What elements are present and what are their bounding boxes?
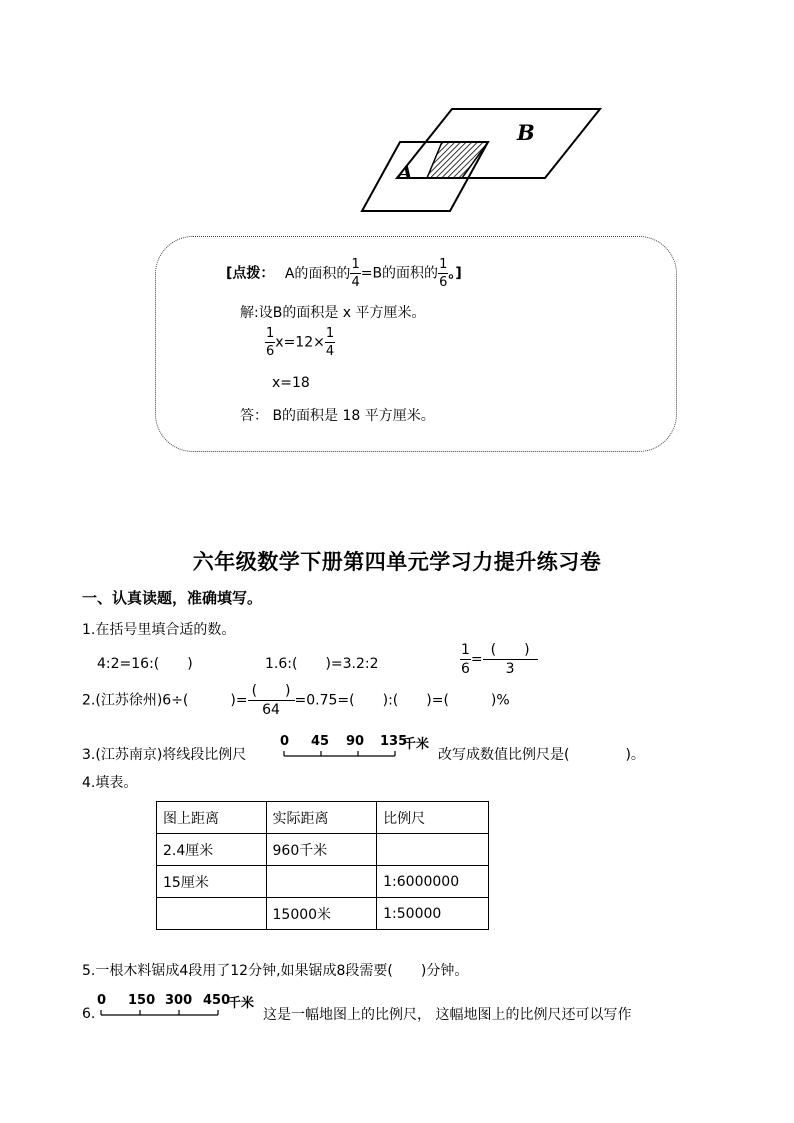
q6-suffix: 这是一幅地图上的比例尺， 这幅地图上的比例尺还可以写作 <box>263 1007 632 1023</box>
q6-number: 6. <box>82 1006 96 1022</box>
scale-unit: 千米 <box>403 737 430 752</box>
page-title: 六年级数学下册第四单元学习力提升练习卷 <box>192 550 602 574</box>
table-cell <box>157 898 267 930</box>
table-row <box>157 866 489 898</box>
q1-a: 4:2=16:( ) <box>97 656 193 672</box>
hint-answer: 答： B的面积是 18 平方厘米。 <box>240 408 435 424</box>
table-cell: 960千米 <box>266 834 377 866</box>
table-cell: 15000米 <box>266 898 377 930</box>
q3-scale-bar <box>280 734 433 760</box>
q2: 2.(江苏徐州)6÷( )= $\frac{( )}{64}$ =0.75=( ):( )=( )% <box>82 683 510 718</box>
q3-prefix: 3.(江苏南京)将线段比例尺 <box>82 747 247 763</box>
parallelogram-figure <box>355 100 610 220</box>
table-header: 图上距离 <box>157 802 267 834</box>
hint-equation: $\frac{1}{6}$ x=12× $\frac{1}{4}$ <box>266 326 335 359</box>
scale-tick-label: 0 <box>97 993 107 1008</box>
parallelogram-b <box>397 109 600 178</box>
scale-tick-label: 135 <box>380 734 408 749</box>
scale-tick-label: 450 <box>203 993 231 1008</box>
scale-tick-label: 150 <box>128 993 156 1008</box>
table-cell <box>377 834 489 866</box>
table-header-row <box>157 802 489 834</box>
fraction-one-sixth: $\frac{1}{6}$ <box>439 257 448 290</box>
hint-result: x=18 <box>272 375 310 391</box>
table-header: 实际距离 <box>266 802 377 834</box>
scale-tick-label: 90 <box>346 734 365 749</box>
fraction-one-quarter: $\frac{1}{4}$ <box>351 257 360 290</box>
scale-tick-label: 45 <box>311 734 330 749</box>
table-cell: 1:50000 <box>377 898 489 930</box>
table-cell: 1:6000000 <box>377 866 489 898</box>
scale-table <box>156 801 489 930</box>
q3-suffix: 改写成数值比例尺是( )。 <box>438 747 645 763</box>
table-row <box>157 898 489 930</box>
section-heading: 一、认真读题，准确填写。 <box>82 589 263 607</box>
table-cell <box>266 866 377 898</box>
table-header: 比例尺 <box>377 802 489 834</box>
table-cell: 2.4厘米 <box>157 834 267 866</box>
label-a: A <box>398 162 413 184</box>
scale-line <box>283 748 408 760</box>
q1-text: 1.在括号里填合适的数。 <box>82 622 236 638</box>
q5-text: 5.一根木料锯成4段用了12分钟,如果锯成8段需要( )分钟。 <box>82 963 469 979</box>
scale-tick-label: 300 <box>165 993 193 1008</box>
q1-c: $\frac{1}{6}$ = $\frac{( )}{3}$ <box>460 643 538 676</box>
table-row <box>157 834 489 866</box>
hint-solve: 解:设B的面积是 x 平方厘米。 <box>240 305 426 321</box>
label-b: B <box>517 120 535 145</box>
hint-line: [点拨： A的面积的 $\frac{1}{4}$ =B的面积的 $\frac{1}{6}$ 。] <box>226 257 462 290</box>
scale-line <box>100 1007 230 1019</box>
q6-scale-bar <box>97 993 265 1019</box>
q1-b: 1.6:( )=3.2:2 <box>265 656 379 672</box>
q4-text: 4.填表。 <box>82 775 138 791</box>
scale-unit: 千米 <box>228 996 255 1011</box>
scale-tick-label: 0 <box>280 734 290 749</box>
table-cell: 15厘米 <box>157 866 267 898</box>
